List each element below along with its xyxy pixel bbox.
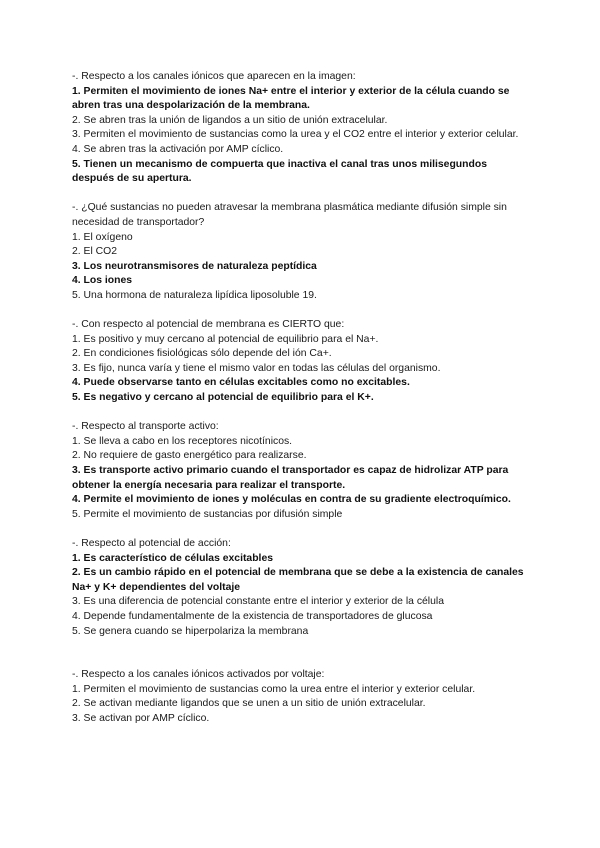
answer-option: 3. Es una diferencia de potencial constante entre el interior y exterior de la célula [72,596,444,608]
answer-option: 1. El oxígeno [72,231,133,243]
question-1 [72,70,532,187]
answer-option: 1. Se lleva a cabo en los receptores nicotínicos. [72,435,293,447]
answer-option: 4. Puede observarse tanto en células excitables como no excitables. [72,377,410,389]
question-title: -. Con respecto al potencial de membrana es CIERTO que: [72,319,345,331]
answer-option: 5. Una hormona de naturaleza lipídica liposoluble 19. [72,289,317,301]
question-6 [72,668,532,726]
question-title: -. Respecto a los canales iónicos activados por voltaje: [72,669,325,681]
answer-option: 3. Es fijo, nunca varía y tiene el mismo valor en todas las células del organismo. [72,362,441,374]
answer-option: 2. Se abren tras la unión de ligandos a un sitio de unión extracelular. [72,114,388,126]
answer-option: 3. Se activan por AMP cíclico. [72,712,210,724]
answer-option: 2. En condiciones fisiológicas sólo depende del ión Ca+. [72,348,332,360]
document-page [72,70,532,741]
answer-option: 1. Permiten el movimiento de iones Na+ entre el interior y exterior de la célula cuando se abren tras una despolarización de la membrana. [72,85,510,112]
question-5 [72,537,532,639]
answer-option: 4. Se abren tras la activación por AMP cíclico. [72,143,284,155]
answer-option: 1. Es característico de células excitables [72,552,274,564]
question-title: -. Respecto al potencial de acción: [72,538,231,549]
answer-option: 4. Depende fundamentalmente de la existencia de transportadores de glucosa [72,610,433,622]
answer-option: 1. Es positivo y muy cercano al potencial de equilibrio para el Na+. [72,333,379,345]
answer-option: 3. Permiten el movimiento de sustancias como la urea y el CO2 entre el interior y exterior celular. [72,129,519,141]
question-3 [72,318,532,406]
question-title: -. ¿Qué sustancias no pueden atravesar la membrana plasmática mediante difusión simple sin necesidad de transportador? [72,202,507,228]
question-2 [72,201,532,303]
answer-option: 2. El CO2 [72,246,118,258]
question-4 [72,420,532,522]
answer-option: 2. Es un cambio rápido en el potencial de membrana que se debe a la existencia de canales Na+ y K+ dependientes del voltaje [72,567,524,593]
answer-option: 4. Permite el movimiento de iones y moléculas en contra de su gradiente electroquímico. [72,494,511,506]
answer-option: 4. Los iones [72,275,133,287]
question-title: -. Respecto al transporte activo: [72,421,219,433]
answer-option: 1. Permiten el movimiento de sustancias como la urea entre el interior y exterior celular. [72,683,476,695]
answer-option: 5. Permite el movimiento de sustancias por difusión simple [72,508,343,520]
answer-option: 2. No requiere de gasto energético para realizarse. [72,450,307,462]
answer-option: 5. Tienen un mecanismo de compuerta que inactiva el canal tras unos milisegundos después de su apertura. [72,158,487,185]
answer-option: 5. Se genera cuando se hiperpolariza la membrana [72,625,309,637]
answer-option: 3. Los neurotransmisores de naturaleza peptídica [72,260,317,272]
answer-option: 5. Es negativo y cercano al potencial de equilibrio para el K+. [72,392,374,404]
question-title: -. Respecto a los canales iónicos que aparecen en la imagen: [72,71,356,82]
answer-option: 2. Se activan mediante ligandos que se unen a un sitio de unión extracelular. [72,698,426,710]
answer-option: 3. Es transporte activo primario cuando el transportador es capaz de hidrolizar ATP para obtener la energía necesaria para realizar el transporte. [72,465,509,491]
